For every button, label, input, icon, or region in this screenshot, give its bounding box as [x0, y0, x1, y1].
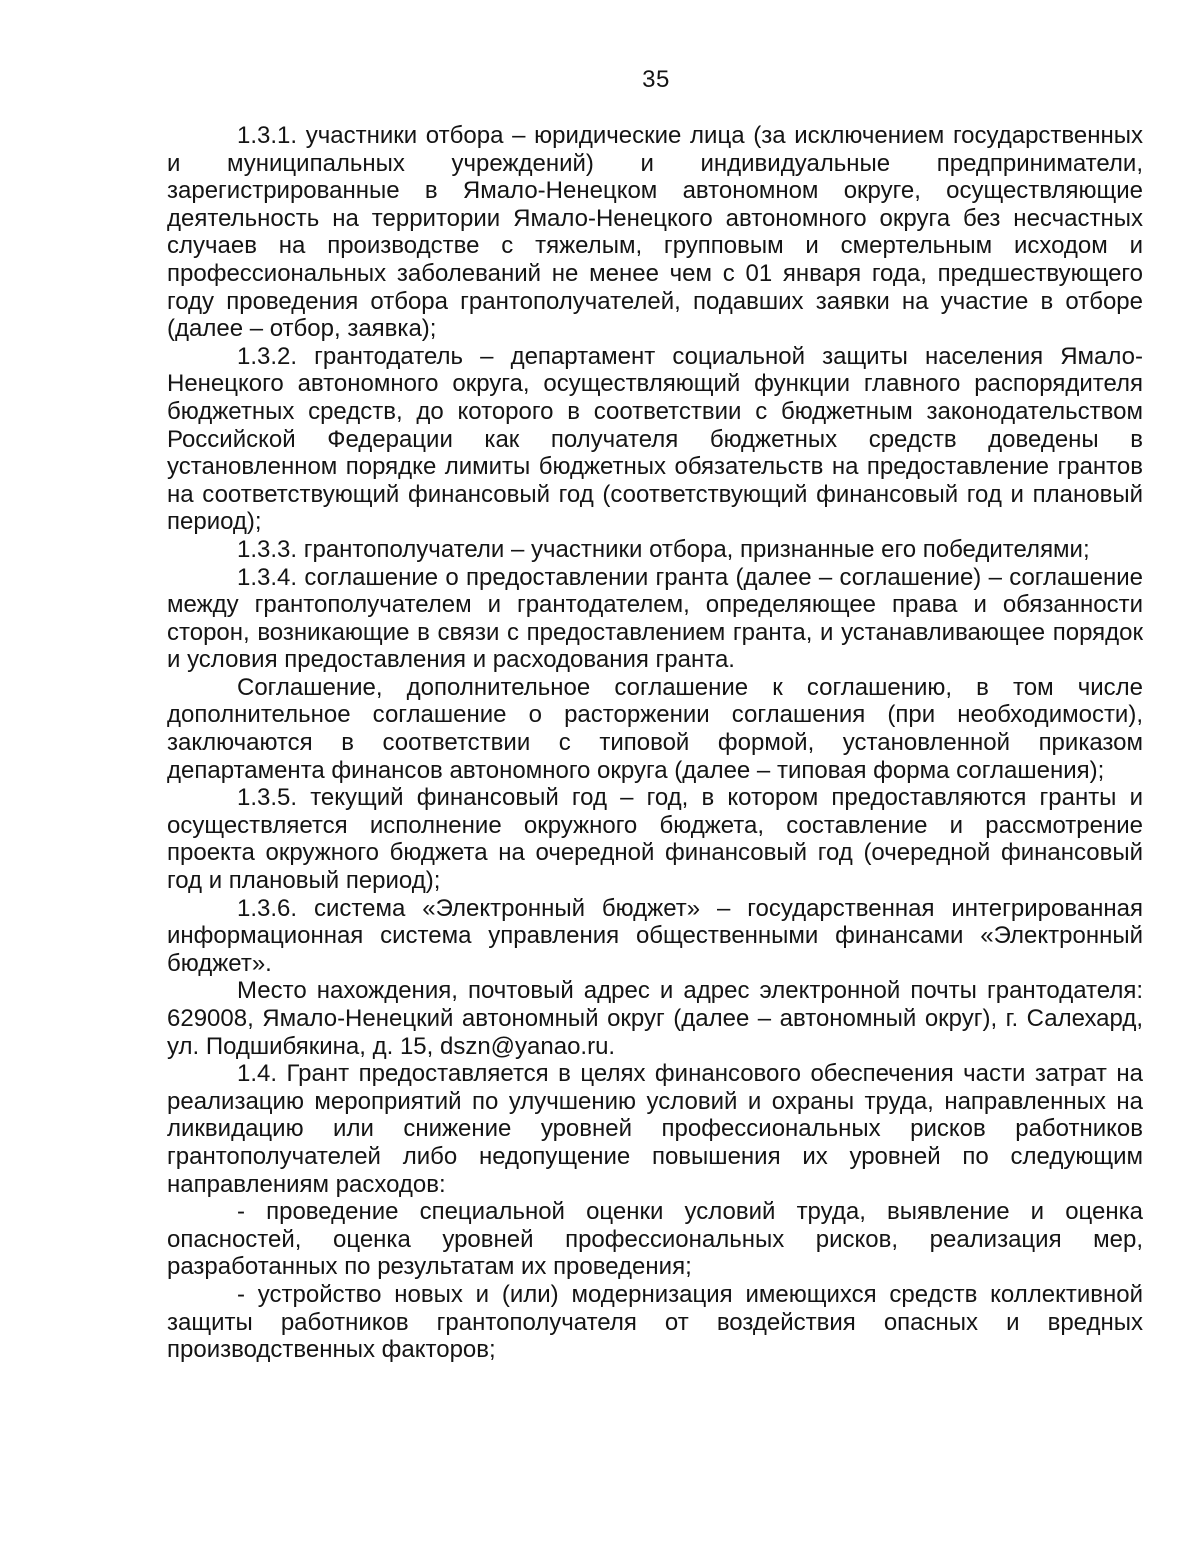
paragraph-agreement-form: Соглашение, дополнительное соглашение к соглашению, в том числе дополнительное соглашение о расторжении соглашения (при необходимости), заключаются в соответствии с типовой формой, установленной приказом департамента финансов автономного округа (далее – типовая форма соглашения);: [167, 673, 1143, 784]
paragraph-1-3-4: 1.3.4. соглашение о предоставлении гранта (далее – соглашение) – соглашение между грантополучателем и грантодателем, определяющее права и обязанности сторон, возникающие в связи с предоставлением гранта, и устанавливающее порядок и условия предоставления и расходования гранта.: [167, 563, 1143, 674]
paragraph-1-3-6: 1.3.6. система «Электронный бюджет» – государственная интегрированная информационная система управления общественными финансами «Электронный бюджет».: [167, 894, 1143, 977]
list-item-special-assessment: - проведение специальной оценки условий труда, выявление и оценка опасностей, оценка уровней профессиональных рисков, реализация мер, разработанных по результатам их проведения;: [167, 1198, 1143, 1281]
page-number: 35: [642, 66, 670, 93]
paragraph-1-3-2: 1.3.2. грантодатель – департамент социальной защиты населения Ямало-Ненецкого автономного округа, осуществляющий функции главного распорядителя бюджетных средств, до которого в соответствии с бюджетным законодательством Российской Федерации как получателя бюджетных средств доведены в установленном порядке лимиты бюджетных обязательств на предоставление грантов на соответствующий финансовый год (соответствующий финансовый год и плановый период);: [167, 342, 1143, 536]
list-item-collective-protection: - устройство новых и (или) модернизация имеющихся средств коллективной защиты работников грантополучателя от воздействия опасных и вредных производственных факторов;: [167, 1280, 1143, 1364]
paragraph-1-3-1: 1.3.1. участники отбора – юридические лица (за исключением государственных и муниципальных учреждений) и индивидуальные предприниматели, зарегистрированные в Ямало-Ненецком автономном округе, осуществляющие деятельность на территории Ямало-Ненецкого автономного округа без несчастных случаев на производстве с тяжелым, групповым и смертельным исходом и профессиональных заболеваний не менее чем с 01 января года, предшествующего году проведения отбора грантополучателей, подавших заявки на участие в отборе (далее – отбор, заявка);: [167, 122, 1143, 343]
document-body: [167, 122, 1143, 1364]
paragraph-1-3-3: 1.3.3. грантополучатели – участники отбора, признанные его победителями;: [237, 535, 1090, 563]
paragraph-1-3-5: 1.3.5. текущий финансовый год – год, в котором предоставляются гранты и осуществляется исполнение окружного бюджета, составление и рассмотрение проекта окружного бюджета на очередной финансовый год (очередной финансовый год и плановый период);: [167, 784, 1143, 895]
paragraph-1-4: 1.4. Грант предоставляется в целях финансового обеспечения части затрат на реализацию мероприятий по улучшению условий и охраны труда, направленных на ликвидацию или снижение уровней профессиональных рисков работников грантополучателей либо недопущение повышения их уровней по следующим направлениям расходов:: [167, 1060, 1143, 1198]
paragraph-grantor-address: Место нахождения, почтовый адрес и адрес электронной почты грантодателя: 629008, Ямало-Ненецкий автономный округ (далее – автономный округ), г. Салехард, ул. Подшибякина, д. 15, dszn@yanao.ru.: [167, 977, 1143, 1060]
